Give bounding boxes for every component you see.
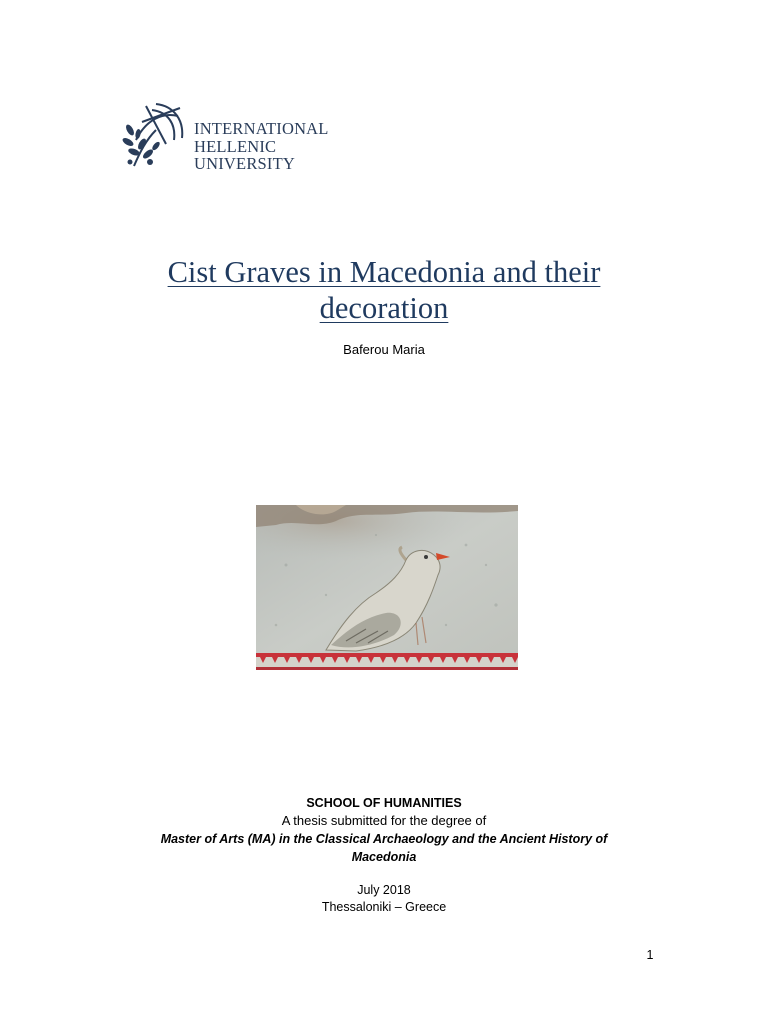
page-number: 1 — [646, 948, 654, 962]
degree-name-line-2: Macedonia — [351, 850, 417, 864]
degree-name — [130, 830, 638, 866]
thesis-title-line-2: decoration — [319, 291, 449, 325]
submission-place: Thessaloniki – Greece — [321, 900, 447, 914]
university-name-line-1: INTERNATIONAL — [194, 119, 329, 138]
university-emblem-icon — [122, 100, 188, 172]
thesis-title-line-1: Cist Graves in Macedonia and their — [167, 255, 601, 289]
submission-date: July 2018 — [357, 883, 411, 897]
university-name — [194, 120, 329, 173]
university-name-line-3: UNIVERSITY — [194, 154, 295, 173]
thesis-statement: A thesis submitted for the degree of — [281, 813, 487, 828]
fresco-bird-image — [256, 505, 518, 670]
university-name-line-2: HELLENIC — [194, 136, 277, 156]
degree-name-line-1: Master of Arts (MA) in the Classical Archaeology and the Ancient History of — [160, 832, 608, 846]
university-logo — [120, 98, 350, 190]
thesis-title — [0, 254, 768, 326]
author-name: Baferou Maria — [343, 342, 425, 357]
school-name: SCHOOL OF HUMANITIES — [306, 796, 462, 810]
